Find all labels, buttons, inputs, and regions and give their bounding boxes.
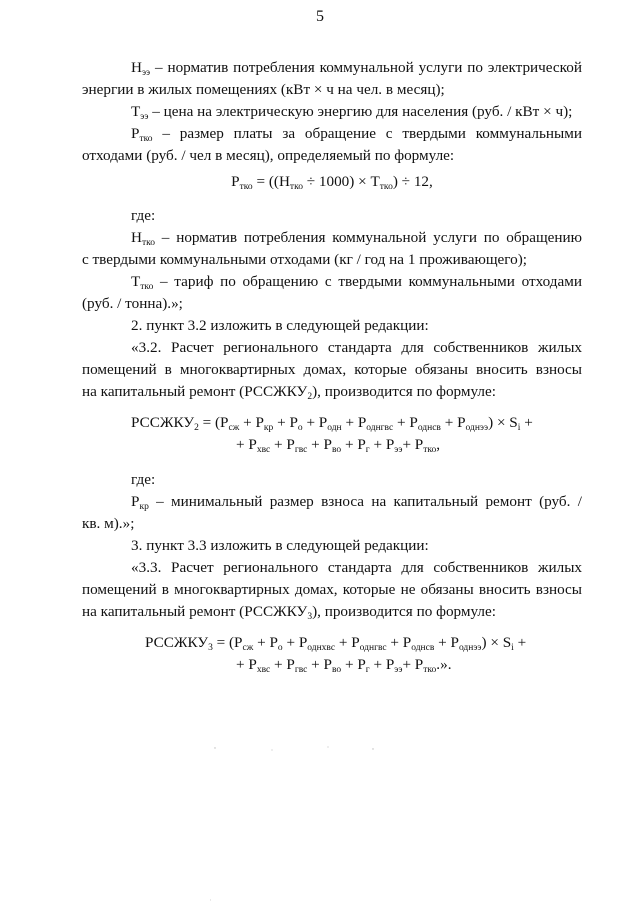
paragraph-line: $Р_{кр}$ – минимальный размер взноса на капитальный ремонт (руб. /	[131, 493, 582, 512]
paragraph-line: на капитальный ремонт $(РССЖКУ_2)$, производится по формуле:	[82, 383, 496, 402]
scan-speckles	[210, 745, 380, 905]
paragraph-line: $Р_{тко}$ – размер платы за обращение с твердыми коммунальными	[131, 125, 582, 144]
paragraph-line: помещений в многоквартирных домах, которые обязаны вносить взносы	[82, 361, 582, 378]
paragraph-line: «3.3. Расчет регионального стандарта для собственников жилых	[131, 559, 582, 576]
where-label: где:	[131, 207, 156, 224]
page-number: 5	[316, 8, 324, 25]
paragraph-line: $Н_{ээ}$ – норматив потребления коммунальной услуги по электрической	[131, 59, 582, 78]
paragraph-line: энергии в жилых помещениях (кВт × ч на чел. в месяц);	[82, 81, 445, 98]
paragraph-line: «3.2. Расчет регионального стандарта для собственников жилых	[131, 339, 582, 356]
formula-rsszhku3-line1: $РССЖКУ_3 = (Р_{сж} + Р_о + Р_{однхвс} + Р_{однгвс} + Р_{однсв} + Р_{однээ}) \times S_i$ +	[145, 634, 527, 653]
paragraph-line: (руб. / тонна).»;	[82, 295, 183, 312]
paragraph-line: кв. м).»;	[82, 515, 135, 532]
paragraph-line: отходами (руб. / чел в месяц), определяемый по формуле:	[82, 147, 455, 164]
formula-rsszhku2-line2: + $Р_{хвс} + Р_{гвс} + Р_{во} + Р_г + Р_{ээ}+ Р_{тко}$,	[236, 436, 441, 455]
formula-rsszhku3-line2: + $Р_{хвс} + Р_{гвс} + Р_{во} + Р_г + Р_{ээ}+ Р_{тко}$.».	[236, 656, 452, 675]
where-label: где:	[131, 471, 156, 488]
paragraph-line: на капитальный ремонт $(РССЖКУ_3)$, производится по формуле:	[82, 603, 496, 622]
formula-rsszhku2-line1: $РССЖКУ_2 = (Р_{сж} + Р_{кр} + Р_о + Р_{одн} + Р_{однгвс} + Р_{однсв} + Р_{однээ}) \times S_i$ +	[131, 414, 533, 433]
item-2: 2. пункт 3.2 изложить в следующей редакции:	[131, 317, 429, 334]
formula-ptko: $Р_{тко} = ((Н_{тко} \div 1000) \times Т_{тко}) \div 12$,	[231, 173, 433, 192]
paragraph-line: помещений в многоквартирных домах, которые не обязаны вносить взносы	[82, 581, 582, 598]
paragraph-line: с твердыми коммунальными отходами (кг / год на 1 проживающего);	[82, 251, 528, 268]
paragraph-line: $Н_{тко}$ – норматив потребления коммунальной услуги по обращению	[131, 229, 582, 248]
paragraph-line: $Т_{тко}$ – тариф по обращению с твердыми коммунальными отходами	[131, 273, 582, 292]
paragraph-line: $Т_{ээ}$ – цена на электрическую энергию для населения (руб. / кВт × ч);	[131, 103, 573, 122]
item-3: 3. пункт 3.3 изложить в следующей редакции:	[131, 537, 429, 554]
